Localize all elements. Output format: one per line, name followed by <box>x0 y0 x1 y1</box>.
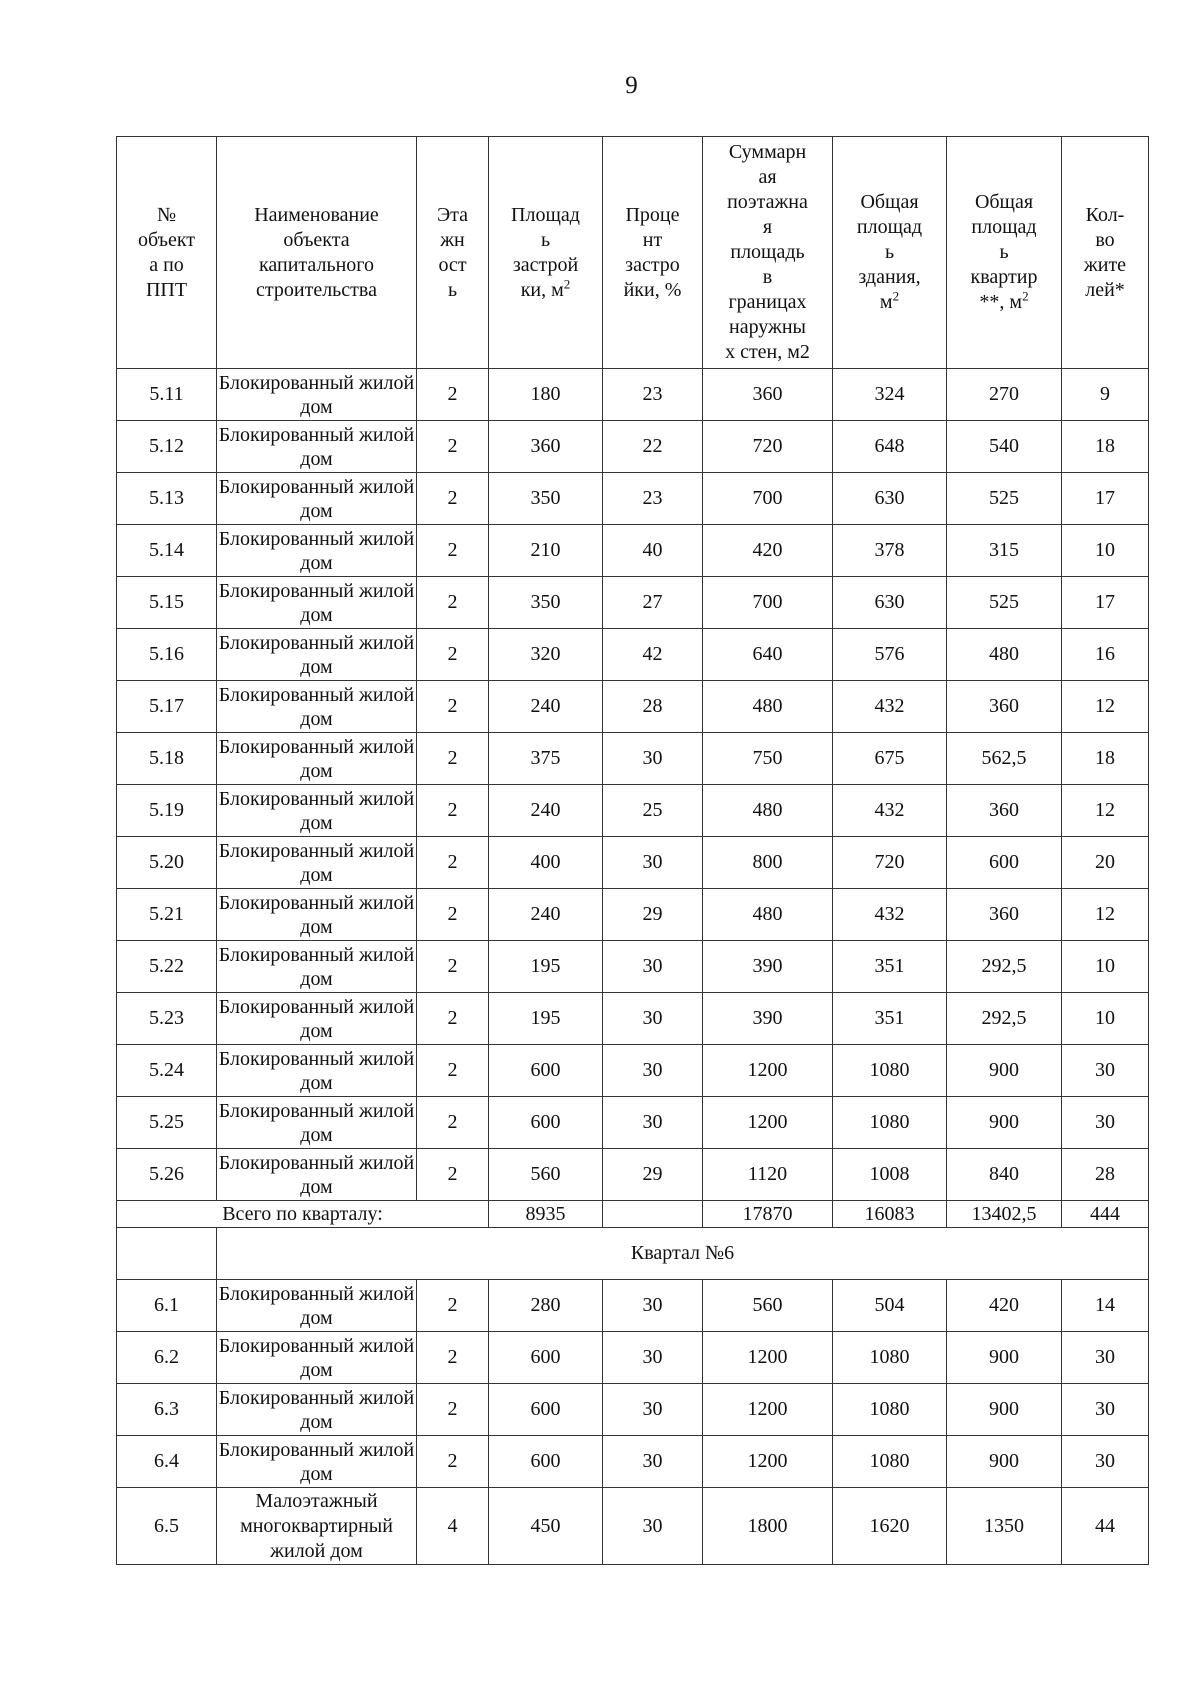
cell-floor-area: 1200 <box>703 1436 833 1488</box>
cell-total-area: 1080 <box>833 1436 947 1488</box>
cell-floor-area: 700 <box>703 577 833 629</box>
cell-floors: 2 <box>417 941 489 993</box>
cell-residents: 30 <box>1062 1097 1149 1149</box>
cell-building-percent: 22 <box>603 421 703 473</box>
cell-apartment-area: 900 <box>947 1097 1062 1149</box>
cell-building-percent: 30 <box>603 837 703 889</box>
table-row <box>117 1436 1149 1488</box>
table-row <box>117 1332 1149 1384</box>
cell-object-number: 5.20 <box>117 837 217 889</box>
cell-floors: 2 <box>417 785 489 837</box>
header-building-area: Площад ь застрой ки, $м^2$ <box>489 137 603 369</box>
section-empty-cell <box>117 1228 217 1280</box>
cell-floors: 2 <box>417 421 489 473</box>
cell-object-number: 5.21 <box>117 889 217 941</box>
cell-building-area: 450 <box>489 1488 603 1565</box>
cell-total-area: 576 <box>833 629 947 681</box>
cell-building-percent: 27 <box>603 577 703 629</box>
cell-floors: 2 <box>417 889 489 941</box>
cell-apartment-area: 900 <box>947 1384 1062 1436</box>
cell-floors: 2 <box>417 1149 489 1201</box>
table-header-row <box>117 137 1149 369</box>
cell-object-number: 5.19 <box>117 785 217 837</box>
cell-building-area: 375 <box>489 733 603 785</box>
cell-floors: 2 <box>417 681 489 733</box>
cell-apartment-area: 600 <box>947 837 1062 889</box>
cell-total-area: 630 <box>833 577 947 629</box>
header-floors: Эта жн ост ь <box>417 137 489 369</box>
cell-building-area: 180 <box>489 369 603 421</box>
cell-object-name: Блокированный жилой дом <box>217 473 417 525</box>
cell-floor-area: 1200 <box>703 1097 833 1149</box>
cell-floors: 2 <box>417 1097 489 1149</box>
cell-residents: 44 <box>1062 1488 1149 1565</box>
cell-object-name: Блокированный жилой дом <box>217 1097 417 1149</box>
cell-object-name: Блокированный жилой дом <box>217 369 417 421</box>
cell-apartment-area: 540 <box>947 421 1062 473</box>
cell-object-name: Блокированный жилой дом <box>217 629 417 681</box>
cell-residents: 12 <box>1062 681 1149 733</box>
table-row <box>117 837 1149 889</box>
cell-building-percent: 30 <box>603 941 703 993</box>
cell-building-percent: 23 <box>603 369 703 421</box>
cell-apartment-area: 525 <box>947 473 1062 525</box>
cell-building-percent: 42 <box>603 629 703 681</box>
table-row <box>117 1149 1149 1201</box>
cell-floor-area: 700 <box>703 473 833 525</box>
cell-total-area: 378 <box>833 525 947 577</box>
cell-total-area: 351 <box>833 941 947 993</box>
cell-total-area: 648 <box>833 421 947 473</box>
cell-residents: 18 <box>1062 421 1149 473</box>
cell-object-number: 5.23 <box>117 993 217 1045</box>
cell-apartment-area: 1350 <box>947 1488 1062 1565</box>
cell-object-name: Блокированный жилой дом <box>217 941 417 993</box>
cell-building-percent: 40 <box>603 525 703 577</box>
cell-object-number: 6.5 <box>117 1488 217 1565</box>
cell-residents: 20 <box>1062 837 1149 889</box>
cell-floors: 2 <box>417 1332 489 1384</box>
cell-floor-area: 720 <box>703 421 833 473</box>
cell-apartment-area: 480 <box>947 629 1062 681</box>
cell-floor-area: 420 <box>703 525 833 577</box>
cell-floors: 2 <box>417 1384 489 1436</box>
cell-building-area: 350 <box>489 577 603 629</box>
header-total-area: Общая площад ь здания, $м^2$ <box>833 137 947 369</box>
cell-residents: 30 <box>1062 1332 1149 1384</box>
buildings-table <box>116 136 1149 1565</box>
cell-building-area: 600 <box>489 1332 603 1384</box>
cell-building-percent: 29 <box>603 1149 703 1201</box>
total-apartment-area: 13402,5 <box>947 1201 1062 1228</box>
cell-floor-area: 800 <box>703 837 833 889</box>
cell-floors: 2 <box>417 733 489 785</box>
cell-building-percent: 30 <box>603 1332 703 1384</box>
cell-floors: 2 <box>417 577 489 629</box>
cell-floor-area: 480 <box>703 889 833 941</box>
cell-residents: 30 <box>1062 1045 1149 1097</box>
cell-building-percent: 30 <box>603 1384 703 1436</box>
table-row <box>117 941 1149 993</box>
cell-building-area: 280 <box>489 1280 603 1332</box>
cell-floors: 2 <box>417 473 489 525</box>
cell-floor-area: 390 <box>703 993 833 1045</box>
total-residents: 444 <box>1062 1201 1149 1228</box>
cell-object-number: 5.22 <box>117 941 217 993</box>
cell-object-name: Блокированный жилой дом <box>217 1436 417 1488</box>
cell-object-name: Блокированный жилой дом <box>217 681 417 733</box>
cell-floor-area: 1800 <box>703 1488 833 1565</box>
total-floor-area: 17870 <box>703 1201 833 1228</box>
cell-residents: 10 <box>1062 941 1149 993</box>
cell-building-area: 320 <box>489 629 603 681</box>
cell-total-area: 1008 <box>833 1149 947 1201</box>
cell-apartment-area: 292,5 <box>947 993 1062 1045</box>
cell-floors: 2 <box>417 369 489 421</box>
cell-object-name: Блокированный жилой дом <box>217 733 417 785</box>
page-number: 9 <box>625 72 638 99</box>
cell-building-area: 240 <box>489 889 603 941</box>
cell-apartment-area: 360 <box>947 681 1062 733</box>
cell-building-area: 400 <box>489 837 603 889</box>
cell-residents: 10 <box>1062 525 1149 577</box>
cell-building-percent: 30 <box>603 1488 703 1565</box>
cell-floors: 2 <box>417 1280 489 1332</box>
cell-total-area: 1080 <box>833 1097 947 1149</box>
cell-apartment-area: 420 <box>947 1280 1062 1332</box>
cell-apartment-area: 270 <box>947 369 1062 421</box>
cell-building-area: 350 <box>489 473 603 525</box>
cell-floor-area: 390 <box>703 941 833 993</box>
cell-residents: 12 <box>1062 889 1149 941</box>
table-row <box>117 1384 1149 1436</box>
table-row <box>117 369 1149 421</box>
cell-object-number: 5.18 <box>117 733 217 785</box>
cell-floor-area: 560 <box>703 1280 833 1332</box>
table-row <box>117 577 1149 629</box>
cell-total-area: 432 <box>833 889 947 941</box>
cell-object-number: 5.17 <box>117 681 217 733</box>
cell-building-percent: 30 <box>603 1436 703 1488</box>
cell-total-area: 630 <box>833 473 947 525</box>
table-row <box>117 1045 1149 1097</box>
cell-object-number: 5.11 <box>117 369 217 421</box>
header-object-name: Наименование объекта капитального строительства <box>217 137 417 369</box>
cell-object-name: Блокированный жилой дом <box>217 889 417 941</box>
cell-floor-area: 640 <box>703 629 833 681</box>
cell-object-name: Блокированный жилой дом <box>217 1384 417 1436</box>
header-residents: Кол- во жите лей* <box>1062 137 1149 369</box>
cell-floors: 2 <box>417 1045 489 1097</box>
cell-building-area: 600 <box>489 1097 603 1149</box>
cell-total-area: 324 <box>833 369 947 421</box>
cell-floors: 2 <box>417 993 489 1045</box>
cell-object-number: 5.15 <box>117 577 217 629</box>
cell-total-area: 1620 <box>833 1488 947 1565</box>
cell-building-area: 600 <box>489 1045 603 1097</box>
section-title: Квартал №6 <box>217 1228 1149 1280</box>
cell-object-number: 5.13 <box>117 473 217 525</box>
cell-residents: 30 <box>1062 1384 1149 1436</box>
cell-residents: 16 <box>1062 629 1149 681</box>
cell-building-area: 600 <box>489 1384 603 1436</box>
table-row <box>117 629 1149 681</box>
header-building-percent: Проце нт застро йки, % <box>603 137 703 369</box>
table-row <box>117 785 1149 837</box>
cell-object-name: Блокированный жилой дом <box>217 837 417 889</box>
cell-object-name: Блокированный жилой дом <box>217 993 417 1045</box>
cell-building-area: 600 <box>489 1436 603 1488</box>
total-label: Всего по кварталу: <box>117 1201 489 1228</box>
cell-building-percent: 30 <box>603 1045 703 1097</box>
cell-residents: 14 <box>1062 1280 1149 1332</box>
cell-object-number: 5.14 <box>117 525 217 577</box>
table-row <box>117 1280 1149 1332</box>
total-total-area: 16083 <box>833 1201 947 1228</box>
cell-residents: 9 <box>1062 369 1149 421</box>
cell-building-area: 560 <box>489 1149 603 1201</box>
quarter-total-row <box>117 1201 1149 1228</box>
cell-building-percent: 28 <box>603 681 703 733</box>
cell-apartment-area: 900 <box>947 1436 1062 1488</box>
cell-floor-area: 360 <box>703 369 833 421</box>
cell-apartment-area: 900 <box>947 1045 1062 1097</box>
cell-floor-area: 1200 <box>703 1045 833 1097</box>
cell-object-name: Блокированный жилой дом <box>217 1149 417 1201</box>
cell-object-name: Блокированный жилой дом <box>217 421 417 473</box>
cell-floor-area: 750 <box>703 733 833 785</box>
section-header-row <box>117 1228 1149 1280</box>
cell-object-number: 5.25 <box>117 1097 217 1149</box>
cell-building-area: 210 <box>489 525 603 577</box>
cell-building-area: 240 <box>489 785 603 837</box>
cell-total-area: 675 <box>833 733 947 785</box>
cell-object-number: 5.16 <box>117 629 217 681</box>
cell-floor-area: 480 <box>703 681 833 733</box>
cell-apartment-area: 360 <box>947 785 1062 837</box>
cell-building-area: 195 <box>489 941 603 993</box>
cell-object-name: Блокированный жилой дом <box>217 785 417 837</box>
table-row <box>117 993 1149 1045</box>
cell-floors: 2 <box>417 837 489 889</box>
cell-total-area: 1080 <box>833 1045 947 1097</box>
cell-apartment-area: 900 <box>947 1332 1062 1384</box>
cell-building-percent: 29 <box>603 889 703 941</box>
total-building-percent <box>603 1201 703 1228</box>
cell-floors: 4 <box>417 1488 489 1565</box>
cell-object-name: Блокированный жилой дом <box>217 1045 417 1097</box>
cell-floor-area: 1200 <box>703 1384 833 1436</box>
cell-floors: 2 <box>417 1436 489 1488</box>
table-row <box>117 1488 1149 1565</box>
cell-residents: 12 <box>1062 785 1149 837</box>
cell-object-name: Блокированный жилой дом <box>217 525 417 577</box>
cell-total-area: 1080 <box>833 1332 947 1384</box>
cell-object-name: Блокированный жилой дом <box>217 577 417 629</box>
header-floor-area: Суммарн ая поэтажна я площадь в границах наружны х стен, м2 <box>703 137 833 369</box>
cell-object-number: 6.3 <box>117 1384 217 1436</box>
table-row <box>117 525 1149 577</box>
cell-object-name: Блокированный жилой дом <box>217 1280 417 1332</box>
cell-object-name: Малоэтажный многоквартирный жилой дом <box>217 1488 417 1565</box>
quarter-5-rows <box>117 369 1149 1201</box>
cell-residents: 28 <box>1062 1149 1149 1201</box>
cell-apartment-area: 525 <box>947 577 1062 629</box>
quarter-6-rows <box>117 1280 1149 1565</box>
header-object-number: № объект а по ППТ <box>117 137 217 369</box>
cell-total-area: 432 <box>833 681 947 733</box>
cell-floor-area: 1120 <box>703 1149 833 1201</box>
cell-residents: 10 <box>1062 993 1149 1045</box>
cell-building-percent: 30 <box>603 733 703 785</box>
cell-total-area: 351 <box>833 993 947 1045</box>
cell-building-percent: 30 <box>603 1097 703 1149</box>
cell-apartment-area: 840 <box>947 1149 1062 1201</box>
cell-total-area: 432 <box>833 785 947 837</box>
cell-residents: 18 <box>1062 733 1149 785</box>
cell-floors: 2 <box>417 525 489 577</box>
cell-building-percent: 30 <box>603 1280 703 1332</box>
total-building-area: 8935 <box>489 1201 603 1228</box>
cell-floor-area: 480 <box>703 785 833 837</box>
cell-total-area: 720 <box>833 837 947 889</box>
cell-apartment-area: 292,5 <box>947 941 1062 993</box>
cell-total-area: 1080 <box>833 1384 947 1436</box>
table-row <box>117 1097 1149 1149</box>
cell-residents: 17 <box>1062 577 1149 629</box>
cell-residents: 30 <box>1062 1436 1149 1488</box>
cell-floors: 2 <box>417 629 489 681</box>
cell-object-number: 6.2 <box>117 1332 217 1384</box>
cell-object-number: 6.1 <box>117 1280 217 1332</box>
header-apartment-area: Общая площад ь квартир **, $м^2$ <box>947 137 1062 369</box>
cell-object-number: 6.4 <box>117 1436 217 1488</box>
cell-building-area: 240 <box>489 681 603 733</box>
cell-building-area: 360 <box>489 421 603 473</box>
cell-object-number: 5.26 <box>117 1149 217 1201</box>
cell-building-percent: 25 <box>603 785 703 837</box>
cell-object-number: 5.24 <box>117 1045 217 1097</box>
cell-object-name: Блокированный жилой дом <box>217 1332 417 1384</box>
table-row <box>117 473 1149 525</box>
cell-building-percent: 30 <box>603 993 703 1045</box>
table-row <box>117 889 1149 941</box>
cell-apartment-area: 315 <box>947 525 1062 577</box>
table-row <box>117 681 1149 733</box>
cell-floor-area: 1200 <box>703 1332 833 1384</box>
cell-apartment-area: 360 <box>947 889 1062 941</box>
cell-object-number: 5.12 <box>117 421 217 473</box>
cell-residents: 17 <box>1062 473 1149 525</box>
cell-apartment-area: 562,5 <box>947 733 1062 785</box>
cell-total-area: 504 <box>833 1280 947 1332</box>
cell-building-percent: 23 <box>603 473 703 525</box>
cell-building-area: 195 <box>489 993 603 1045</box>
table-row <box>117 733 1149 785</box>
table-row <box>117 421 1149 473</box>
